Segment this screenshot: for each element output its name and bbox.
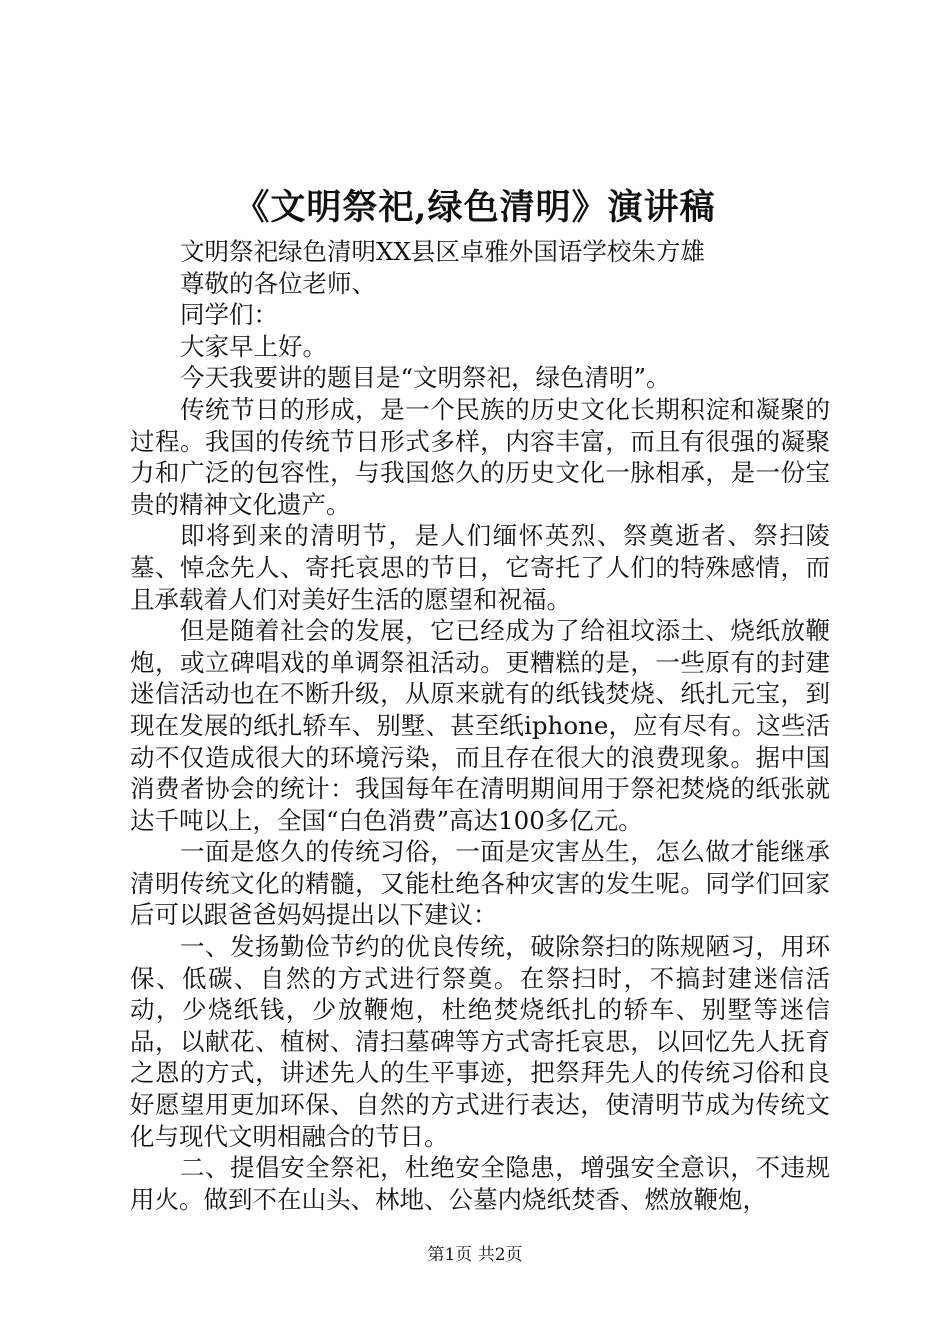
salutation-line-2: 同学们： [180,300,278,330]
paragraph-qingming: 即将到来的清明节，是人们缅怀英烈、祭奠逝者、祭扫陵墓、悼念先人、寄托哀思的节日，它寄托了人们的特殊感情，而且承载着人们对美好生活的愿望和祝福。 [130,521,830,614]
document-title: 《文明祭祀,绿色清明》演讲稿 [234,187,716,228]
suggestion-one: 一、发扬勤俭节约的优良传统，破除祭扫的陈规陋习，用环保、低碳、自然的方式进行祭奠。在祭扫时，不搞封建迷信活动，少烧纸钱，少放鞭炮，杜绝焚烧纸扎的轿车、别墅等迷信品，以献花、植树、清扫墓碑等方式寄托哀思，以回忆先人抚育之恩的方式，讲述先人的生平事迹，把祭拜先人的传统习俗和良好愿望用更加环保、自然的方式进行表达，使清明节成为传统文化与现代文明相融合的节日。 [130,932,830,1151]
greeting: 大家早上好。 [180,331,327,361]
suggestion-two: 二、提倡安全祭祀，杜绝安全隐患，增强安全意识，不违规用火。做到不在山头、林地、公墓内烧纸焚香、燃放鞭炮， [130,1153,830,1214]
author-line: 文明祭祀绿色清明XX县区卓雅外国语学校朱方雄 [180,237,705,266]
paragraph-tradition: 传统节日的形成，是一个民族的历史文化长期积淀和凝聚的过程。我国的传统节日形式多样，内容丰富，而且有很强的凝聚力和广泛的包容性，与我国悠久的历史文化一脉相承，是一份宝贵的精神文化遗产。 [130,394,830,519]
page-footer: 第1页 共2页 [427,1245,523,1265]
paragraph-question: 一面是悠久的传统习俗，一面是灾害丛生，怎么做才能继承清明传统文化的精髓，又能杜绝各种灾害的发生呢。同学们回家后可以跟爸爸妈妈提出以下建议： [130,837,830,930]
topic-intro: 今天我要讲的题目是“文明祭祀，绿色清明”。 [180,363,671,393]
paragraph-problems: 但是随着社会的发展，它已经成为了给祖坟添土、烧纸放鞭炮，或立碑唱戏的单调祭祖活动。更糟糕的是，一些原有的封建迷信活动也在不断升级，从原来就有的纸钱焚烧、纸扎元宝，到现在发展的纸扎轿车、别墅、甚至纸iphone，应有尽有。这些活动不仅造成很大的环境污染，而且存在很大的浪费现象。据中国消费者协会的统计：我国每年在清明期间用于祭祀焚烧的纸张就达千吨以上，全国“白色消费”高达100多亿元。 [130,616,830,835]
document-body [130,236,830,1215]
salutation-line-1: 尊敬的各位老师、 [180,268,376,298]
